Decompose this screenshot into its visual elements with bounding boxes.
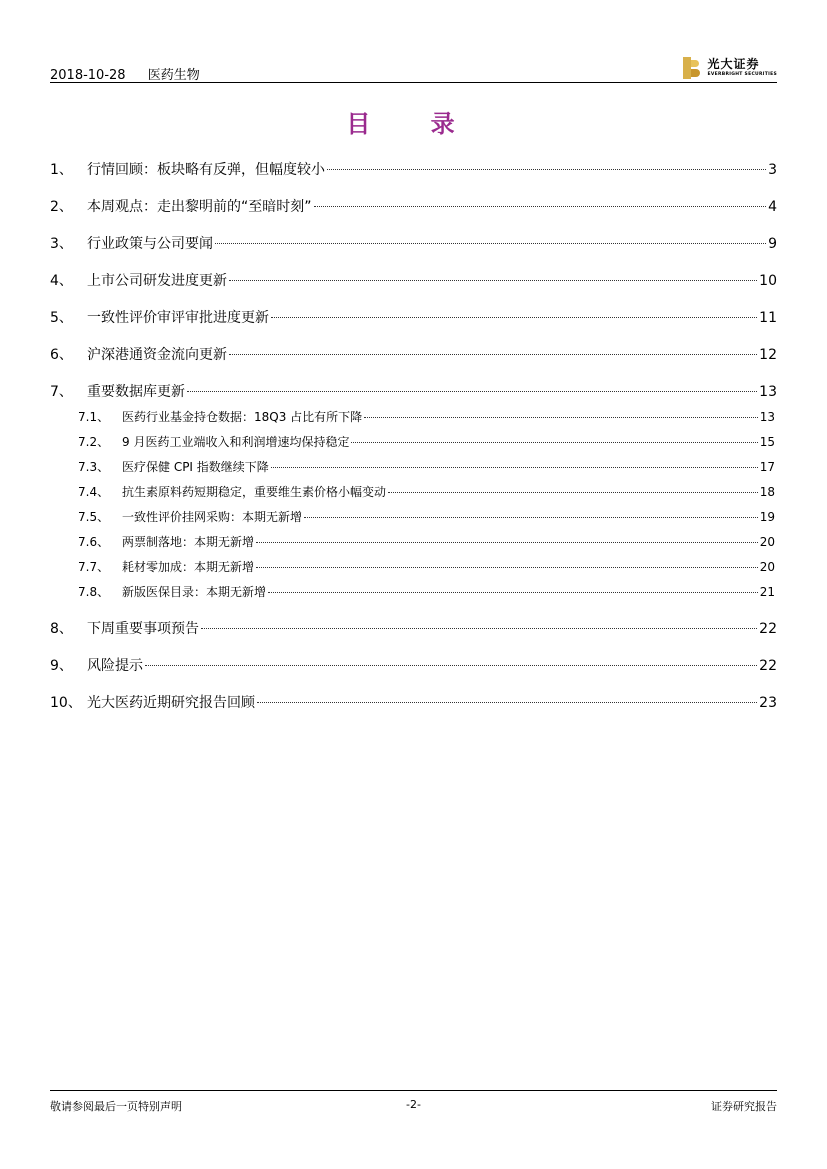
toc-entry-title: 9 月医药工业端收入和利润增速均保持稳定 [122, 435, 350, 449]
toc-entry-page: 19 [759, 510, 775, 524]
toc-entry-number: 7.2、 [78, 435, 110, 449]
toc-entry-title: 耗材零加成：本期无新增 [122, 560, 255, 574]
page-footer [50, 1090, 777, 1117]
toc-entry-number: 2、 [50, 199, 73, 215]
toc-leader-dots [314, 206, 767, 207]
toc-leader-dots [215, 243, 766, 244]
toc-subentry-7-7[interactable] [78, 558, 775, 575]
toc-entry-4[interactable] [50, 270, 777, 290]
report-date: 2018-10-28 [50, 68, 126, 83]
toc-entry-title: 医疗保健 CPI 指数继续下降 [122, 460, 269, 474]
toc-entry-page: 22 [759, 658, 777, 674]
toc-entry-number: 7.8、 [78, 585, 110, 599]
toc-entry-page: 9 [768, 236, 777, 252]
toc-entry-page: 17 [759, 460, 775, 474]
toc-entry-title: 光大医药近期研究报告回顾 [87, 695, 255, 711]
toc-subentry-7-8[interactable] [78, 583, 775, 600]
toc-entry-number: 7.6、 [78, 535, 110, 549]
toc-leader-dots [256, 567, 758, 568]
footer-page-number: -2- [406, 1098, 421, 1111]
toc-entry-page: 13 [759, 410, 775, 424]
toc-entry-page: 23 [759, 695, 777, 711]
toc-subentry-7-5[interactable] [78, 508, 775, 525]
toc-entry-number: 7、 [50, 384, 73, 400]
toc-entry-7[interactable] [50, 381, 777, 401]
toc-entry-9[interactable] [50, 655, 777, 675]
logo-cn-text: 光大证券 [707, 57, 760, 72]
toc-entry-page: 22 [759, 621, 777, 637]
toc-leader-dots [201, 628, 757, 629]
toc-entry-title: 本周观点：走出黎明前的“至暗时刻” [87, 199, 312, 215]
toc-entry-title: 行业政策与公司要闻 [87, 236, 213, 252]
toc-leader-dots [229, 280, 757, 281]
toc-entry-page: 21 [759, 585, 775, 599]
toc-subentry-7-4[interactable] [78, 483, 775, 500]
toc-leader-dots [271, 317, 757, 318]
toc-entry-page: 4 [768, 199, 777, 215]
toc-entry-number: 9、 [50, 658, 73, 674]
toc-leader-dots [271, 467, 758, 468]
toc-leader-dots [351, 442, 757, 443]
toc-entry-3[interactable] [50, 233, 777, 253]
toc-entry-title: 沪深港通资金流向更新 [87, 347, 227, 363]
footer-disclaimer: 敬请参阅最后一页特别声明 [50, 1100, 182, 1113]
report-sector: 医药生物 [147, 68, 200, 83]
toc-entry-title: 两票制落地：本期无新增 [122, 535, 255, 549]
toc-leader-dots [304, 517, 758, 518]
toc-leader-dots [388, 492, 758, 493]
toc-subentry-7-2[interactable] [78, 433, 775, 450]
toc-entry-title: 一致性评价审评审批进度更新 [87, 310, 269, 326]
toc-entry-number: 7.5、 [78, 510, 110, 524]
toc-entry-2[interactable] [50, 196, 777, 216]
toc-entry-number: 10、 [50, 695, 82, 711]
toc-subentry-7-6[interactable] [78, 533, 775, 550]
toc-subentry-7-1[interactable] [78, 408, 775, 425]
toc-entry-number: 5、 [50, 310, 73, 326]
toc-entry-8[interactable] [50, 618, 777, 638]
toc-leader-dots [229, 354, 757, 355]
toc-entry-title: 风险提示 [87, 658, 143, 674]
toc-entry-title: 下周重要事项预告 [87, 621, 199, 637]
header-meta [50, 64, 218, 83]
toc-subentry-7-3[interactable] [78, 458, 775, 475]
toc-entry-number: 6、 [50, 347, 73, 363]
toc-entry-10[interactable] [50, 692, 777, 712]
toc-entry-number: 7.4、 [78, 485, 110, 499]
toc-leader-dots [257, 702, 757, 703]
toc-entry-title: 抗生素原料药短期稳定，重要维生素价格小幅变动 [122, 485, 387, 499]
toc-entry-number: 7.7、 [78, 560, 110, 574]
toc-leader-dots [256, 542, 758, 543]
toc-entry-number: 4、 [50, 273, 73, 289]
toc-entry-number: 1、 [50, 162, 73, 178]
toc-entry-1[interactable] [50, 159, 777, 179]
toc-entry-title: 重要数据库更新 [87, 384, 185, 400]
footer-doc-type: 证券研究报告 [711, 1100, 777, 1113]
toc-entry-page: 12 [759, 347, 777, 363]
toc-entry-page: 13 [759, 384, 777, 400]
toc-entry-title: 一致性评价挂网采购：本期无新增 [122, 510, 303, 524]
everbright-logo [683, 56, 777, 80]
toc-entry-title: 上市公司研发进度更新 [87, 273, 227, 289]
toc-entry-page: 20 [759, 535, 775, 549]
toc-leader-dots [364, 417, 758, 418]
toc-entry-number: 7.3、 [78, 460, 110, 474]
toc-entry-title: 行情回顾：板块略有反弹，但幅度较小 [87, 162, 325, 178]
toc-entry-page: 11 [759, 310, 777, 326]
logo-en-text: EVERBRIGHT SECURITIES [707, 72, 777, 78]
toc-entry-page: 18 [759, 485, 775, 499]
toc-title: 目 录 [346, 109, 481, 138]
page-header [50, 56, 777, 83]
toc-entry-number: 7.1、 [78, 410, 110, 424]
toc-entry-number: 3、 [50, 236, 73, 252]
toc-entry-page: 20 [759, 560, 775, 574]
toc-entry-title: 新版医保目录：本期无新增 [122, 585, 267, 599]
toc-entry-page: 10 [759, 273, 777, 289]
toc-entry-number: 8、 [50, 621, 73, 637]
toc-entry-6[interactable] [50, 344, 777, 364]
everbright-logo-icon [683, 57, 701, 79]
toc-leader-dots [327, 169, 766, 170]
toc-leader-dots [187, 391, 757, 392]
toc-leader-dots [268, 592, 758, 593]
toc-leader-dots [145, 665, 757, 666]
toc-entry-page: 15 [759, 435, 775, 449]
toc-entry-5[interactable] [50, 307, 777, 327]
toc-entry-page: 3 [768, 162, 777, 178]
toc-entry-title: 医药行业基金持仓数据：18Q3 占比有所下降 [122, 410, 363, 424]
